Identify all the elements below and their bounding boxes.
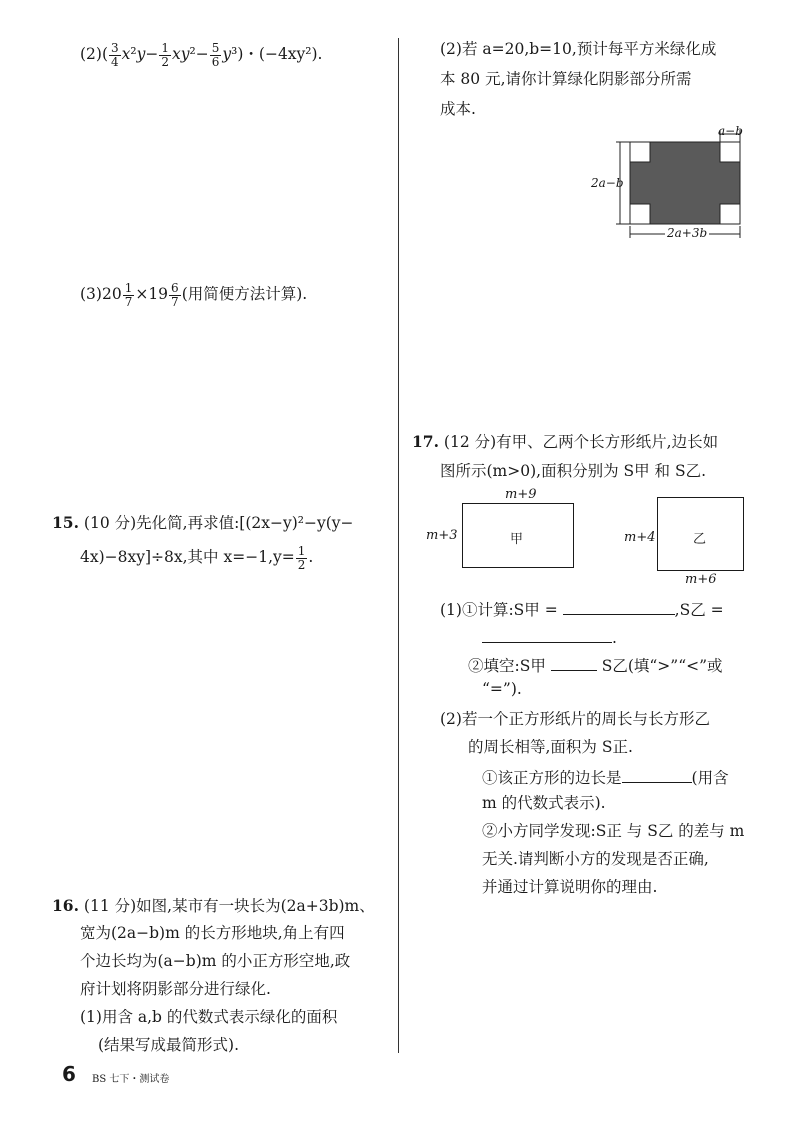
q16-part2-line3: 成本. [440,100,476,118]
q17-part2-2-line3: 并通过计算说明你的理由. [482,878,658,896]
rect-yi-left-label: m+4 [624,530,656,545]
q17-number: 17. [412,432,439,451]
q17-part2-line2: 的周长相等,面积为 S正. [468,738,633,756]
q15-line1: 15. (10 分)先化简,再求值:[(2x−y)²−y(y− [52,513,354,532]
rect-jia-left-label: m+3 [426,528,458,543]
q14-part2: (2)( $\frac{3}{4}$ x²y− $\frac{1}{2}$ xy²− $\frac{5}{6}$ y³)・(−4xy²). [80,41,323,69]
book-label: BS 七下・测试卷 [92,1074,170,1085]
answer-blank-side-length[interactable] [622,768,692,783]
q16-line4: 府计划将阴影部分进行绿化. [80,980,271,998]
rect-jia-top-label: m+9 [505,487,537,502]
fig16-bottom-label: 2a+3b [667,226,708,240]
q16-number: 16. (11 分)如图,某市有一块长为(2a+3b)m、 [52,896,375,915]
fig16-left-label: 2a−b [591,176,624,190]
q17-part2-1: ①该正方形的边长是 (用含 [482,769,729,787]
q17-line2: 图所示(m>0),面积分别为 S甲 和 S乙. [440,462,707,480]
q16-line1: (11 分)如图,某市有一块长为(2a+3b)m、 [83,897,375,915]
rect-jia-label: 甲 [510,532,524,547]
q16-line3: 个边长均为(a−b)m 的小正方形空地,政 [80,952,351,970]
answer-blank-s-jia[interactable] [563,600,675,615]
q16-part1-line2: (结果写成最简形式). [98,1036,240,1054]
q16-part2-line1: (2)若 a=20,b=10,预计每平方米绿化成 [440,40,717,58]
q15-line2: 4x)−8xy]÷8x,其中 x=−1,y= $\frac{1}{2}$ . [80,544,314,572]
answer-blank-s-yi[interactable] [482,628,612,643]
q17-part2-1-cont: m 的代数式表示). [482,794,606,812]
q15-number: 15. [52,513,79,532]
rect-yi-bottom-label: m+6 [685,572,717,587]
q16-part1-line1: (1)用含 a,b 的代数式表示绿化的面积 [80,1008,338,1026]
q17-part1-fill: ②填空:S甲 S乙(填“>”“<”或 [468,657,723,675]
q17-part2-2-line2: 无关.请判断小方的发现是否正确, [482,850,709,868]
q16-part2-line2: 本 80 元,请你计算绿化阴影部分所需 [440,70,692,88]
q14-part3: (3)20 $\frac{1}{7}$ ×19 $\frac{6}{7}$ (用简便方法计算). [80,281,308,309]
q17-part1-calc-cont: . [482,628,617,647]
page-number: 6 [62,1062,76,1086]
q17-part1-calc: (1)①计算:S甲 = ,S乙 = [440,601,724,619]
column-divider [398,38,399,1053]
q17-part2-line1: (2)若一个正方形纸片的周长与长方形乙 [440,710,710,728]
q17-part1-fill-cont: “=”). [482,680,522,698]
rect-yi-label: 乙 [693,532,707,547]
q17-part2-2-line1: ②小方同学发现:S正 与 S乙 的差与 m [482,822,745,840]
q16-line2: 宽为(2a−b)m 的长方形地块,角上有四 [80,924,345,942]
fig16-top-label: a−b [718,124,743,138]
q17-line1: 17. (12 分)有甲、乙两个长方形纸片,边长如 [412,432,719,451]
answer-blank-compare[interactable] [551,656,597,671]
